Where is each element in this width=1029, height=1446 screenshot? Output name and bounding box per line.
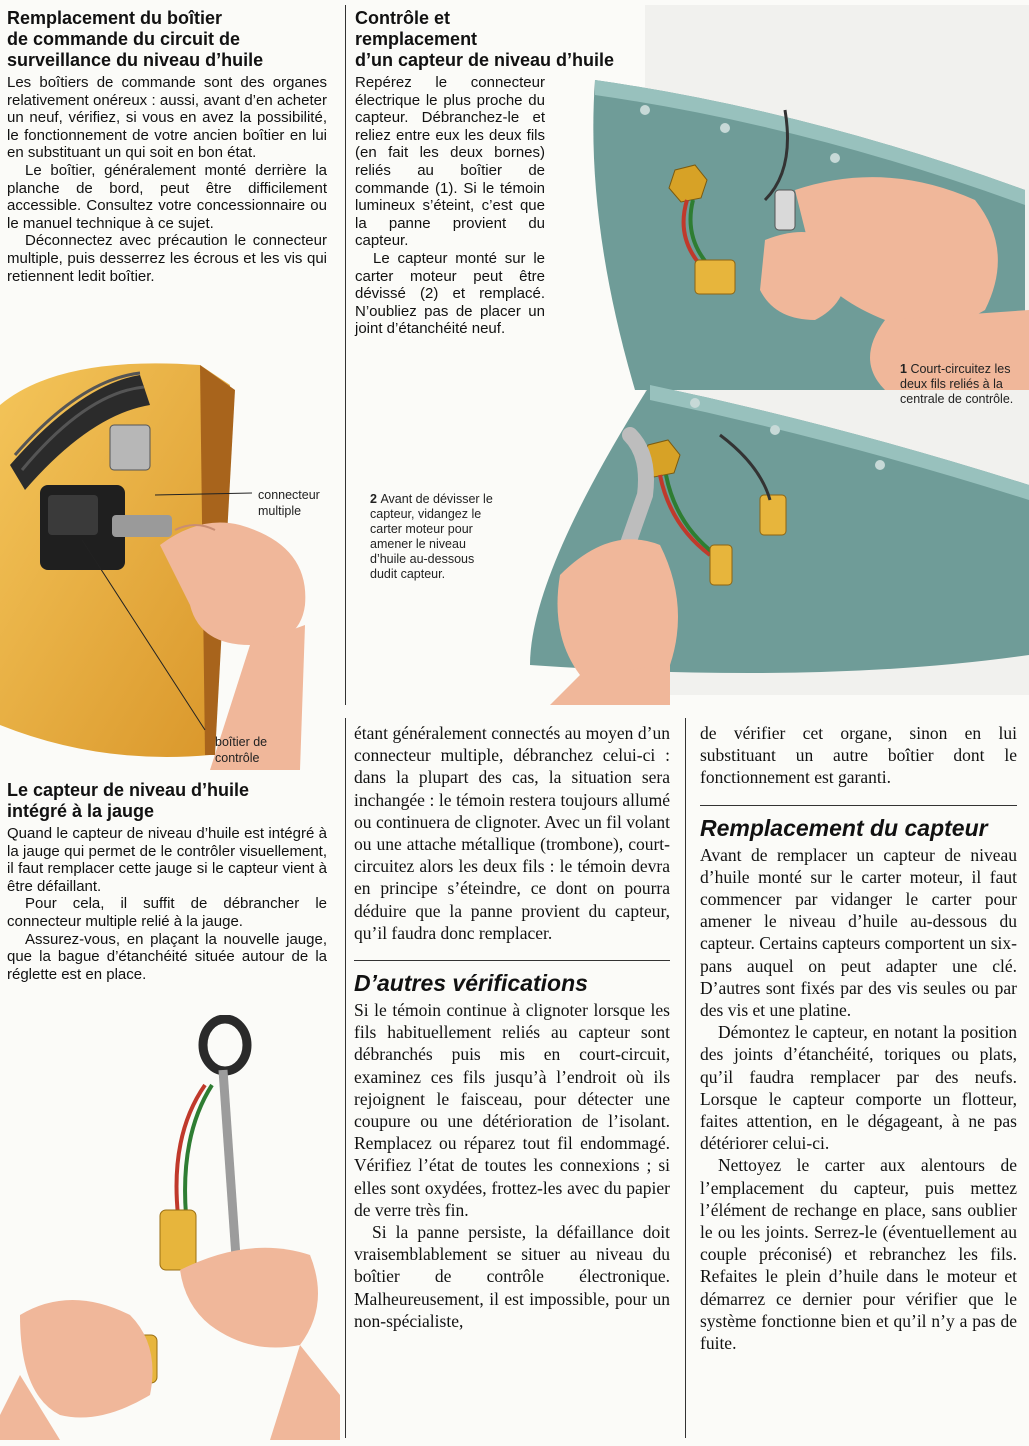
middle-column xyxy=(354,722,670,1332)
short-circuit-drawing xyxy=(555,70,1029,390)
heading-line: intégré à la jauge xyxy=(7,801,155,821)
paragraph: Pour cela, il suffit de débrancher le connecteur multiple relié à la jauge. xyxy=(7,895,327,930)
caption-number: 2 xyxy=(370,492,377,506)
paragraph: Déconnectez avec précaution le connecteur multiple, puis desserrez les écrous et les vis qui retiennent ledit boîtier. xyxy=(7,232,327,285)
heading-line: d’un capteur de niveau d’huile xyxy=(355,50,615,70)
paragraph: Quand le capteur de niveau d’huile est intégré à la jauge qui permet de le contrôler visuellement, il faut remplacer cette jauge si le capteur vient à être défaillant. xyxy=(7,825,327,895)
heading-line: de commande du circuit de xyxy=(7,29,241,49)
section-rule xyxy=(354,960,670,961)
right-column xyxy=(700,722,1017,1354)
paragraph: Nettoyez le carter aux alentours de l’emplacement du capteur, puis mettez l’élément de rechange en place, sans oublier le ou les joints. Serrez-le (éventuellement au couple préconisé) et rebranchez les fils. Refaites le plein d’huile dans le moteur et démarrez ce dernier pour vérifier que le système fonctionne bien et qu’il n’y a pas de fuite. xyxy=(700,1155,1017,1354)
paragraph: Assurez-vous, en plaçant la nouvelle jauge, que la bague d’étanchéité située autour de la réglette est en place. xyxy=(7,930,327,983)
paragraph: Si la panne persiste, la défaillance doit vraisemblablement se situer au niveau du boîtier de contrôle électronique. Malheureusement, il est impossible, pour un non-spécialiste, xyxy=(354,1222,670,1331)
heading-line: Le capteur de niveau d’huile xyxy=(7,780,250,800)
label-box-line1: boîtier de xyxy=(215,735,268,749)
paragraph: Le capteur monté sur le carter moteur peut être dévissé (2) et remplacé. N’oubliez pas de placer un joint d’étanchéité neuf. xyxy=(355,249,545,338)
illustration-control-box xyxy=(0,345,340,770)
left-column xyxy=(7,8,327,285)
label-box-line2: contrôle xyxy=(215,751,260,765)
paragraph: Les boîtiers de commande sont des organes relativement onéreux : aussi, avant d’en acheter un neuf, vérifiez, si vous en avez la possibilité, le fonctionnement de votre ancien boîtier en lui en substituant un qui soit en bon état. xyxy=(7,74,327,162)
paragraph: de vérifier cet organe, sinon en lui substituant un autre boîtier dont le fonctionnement est garanti. xyxy=(700,723,1017,788)
paragraph: Démontez le capteur, en notant la position des joints d’étanchéité, toriques ou plats, qu’il faudra remplacer par des neufs. Lorsque le capteur comporte un flotteur, faites attention, en le dégageant, à ne pas détériorer celui-ci. xyxy=(700,1022,1017,1154)
section-heading-control-box xyxy=(7,8,327,71)
left-column-section2 xyxy=(7,780,327,983)
heading-other-checks: D’autres vérifications xyxy=(354,970,588,997)
caption-2 xyxy=(370,492,495,582)
heading-sensor-replacement: Remplacement du capteur xyxy=(700,814,988,841)
heading-line: Contrôle et remplacement xyxy=(355,8,478,49)
heading-line: surveillance du niveau d’huile xyxy=(7,50,264,70)
heading-line: Remplacement du boîtier xyxy=(7,8,223,28)
caption-text: Court-circuitez les deux fils reliés à la centrale de contrôle. xyxy=(900,362,1014,406)
paragraph: Le boîtier, généralement monté derrière la planche de bord, peut être difficilement accessible. Consultez votre concessionnaire ou le manuel technique à ce sujet. xyxy=(7,161,327,232)
paragraph: Avant de remplacer un capteur de niveau d’huile monté sur le carter moteur, il faut commencer par vidanger le carter pour amener le niveau d’huile au-dessous du capteur. Certains capteurs comportent un six-pans auquel on peut adapter une clé. D’autres sont fixés par des vis seules ou par des vis et une platine. xyxy=(700,844,1017,1021)
unscrew-sensor-drawing xyxy=(470,375,1029,705)
illustration-short-circuit xyxy=(555,70,1029,390)
section-rule xyxy=(700,805,1017,806)
paragraph: Si le témoin continue à clignoter lorsque les fils habituellement reliés au capteur sont débranchés puis mis en court-circuit, examinez ces fils jusqu’à l’endroit où ils rejoignent le faisceau, pour détecter une coupure ou une détérioration de l’isolant. Remplacez ou réparez tout fil endommagé. Vérifiez l’état de toutes les connexions ; si elles sont oxydées, frottez-les avec du papier de verre très fin. xyxy=(354,1000,670,1220)
caption-number: 1 xyxy=(900,362,907,376)
paragraph: Repérez le connecteur électrique le plus proche du capteur. Débranchez-le et reliez entre eux les deux fils (en fait les deux bornes) reliés au boîtier de commande (1). Si le témoin lumineux s’éteint, c’est que la panne provient du capteur. xyxy=(355,74,545,250)
top-middle-section xyxy=(355,8,615,338)
column-divider xyxy=(345,5,346,705)
illustration-unscrew-sensor xyxy=(470,375,1029,705)
caption-text: Avant de dévisser le capteur, vidangez le carter moteur pour amener le niveau d’huile au-dessous dudit capteur. xyxy=(370,492,493,581)
column-divider xyxy=(685,718,686,1438)
paragraph: étant généralement connectés au moyen d’un connecteur multiple, débranchez celui-ci : dans la plupart des cas, la situation sera inchangée : le témoin restera toujours allumé ou continuera de clignoter. Avec un fil volant ou une attache métallique (trombone), court-circuitez alors les deux fils : le témoin devra en principe s’éteindre, ce dont on pourra déduire que la panne provient du capteur, qu’il faudra donc remplacer. xyxy=(354,723,670,943)
column-divider xyxy=(345,718,346,1438)
control-box-drawing xyxy=(0,345,340,770)
label-connector-line1: connecteur xyxy=(258,488,320,502)
illustration-dipstick xyxy=(0,1015,340,1440)
dipstick-drawing xyxy=(0,1015,340,1440)
label-connector-line2: multiple xyxy=(258,504,302,518)
